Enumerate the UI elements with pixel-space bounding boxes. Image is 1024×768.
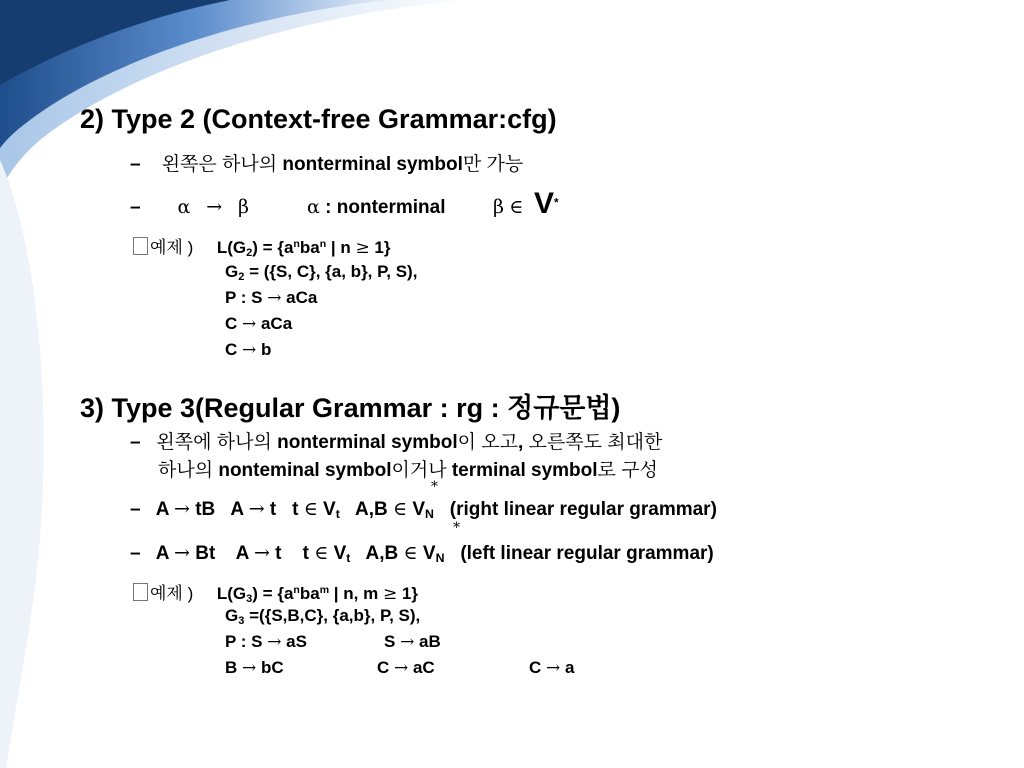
arrow-symbol: → <box>206 196 223 218</box>
production-1 <box>225 288 317 308</box>
prod-text: B <box>225 658 242 677</box>
arrow-symbol: → <box>253 542 270 564</box>
korean-text: 왼쪽에 하나의 <box>156 432 278 453</box>
production-4 <box>377 658 435 678</box>
arrow-symbol: → <box>394 658 409 678</box>
right-linear-rule <box>130 498 717 521</box>
section-3-heading: 3) Type 3(Regular Grammar : rg : 정규문법) <box>80 393 621 423</box>
section-3-bullet-1-cont <box>158 455 658 482</box>
rule-text: A,B <box>339 499 393 520</box>
rule-text: V <box>317 499 336 520</box>
beta-symbol: β <box>237 196 249 218</box>
korean-text: 이거나 <box>391 460 452 481</box>
superscript: m <box>319 584 330 597</box>
rule-text: (left linear regular grammar) <box>444 543 714 564</box>
alpha-symbol: α <box>177 196 191 218</box>
subscript: 2 <box>238 270 245 283</box>
production-5 <box>529 658 574 678</box>
arrow-symbol: → <box>174 542 190 564</box>
korean-text: 하나의 <box>158 460 219 481</box>
missing-glyph-box-icon <box>133 237 148 255</box>
kleene-star: * <box>553 196 559 210</box>
star-mark: * <box>453 520 460 536</box>
production-2 <box>384 632 441 652</box>
subscript: t <box>346 551 351 566</box>
section-2-heading: 2) Type 2 (Context-free Grammar:cfg) <box>80 104 557 134</box>
lang-text: L(G <box>216 584 247 603</box>
korean-text: 만 가능 <box>462 154 524 175</box>
lang-text: | n <box>326 238 356 257</box>
production-1 <box>225 632 307 652</box>
prod-text: C <box>225 314 242 333</box>
star-mark: * <box>431 479 438 495</box>
element-of-symbol: ∈ <box>403 542 418 564</box>
dash: – <box>130 154 141 175</box>
alpha-symbol: α <box>307 196 320 218</box>
grammar-text: G <box>225 262 239 281</box>
prod-text: C <box>225 340 242 359</box>
grammar-def-g2 <box>225 262 417 283</box>
rule-text: t t <box>264 499 304 520</box>
element-of-symbol: ∈ <box>303 498 318 520</box>
english-text: nonterminal symbol <box>277 432 458 453</box>
section-3-example-line <box>133 579 418 605</box>
prod-text: P : S <box>225 288 268 307</box>
section-2-bullet-2 <box>130 187 559 221</box>
lang-text: 1} <box>397 584 418 603</box>
production-2 <box>225 314 292 334</box>
rule-text: V <box>328 543 347 564</box>
arrow-symbol: → <box>174 498 190 520</box>
english-text: nonteminal symbol <box>218 460 392 481</box>
production-3 <box>225 340 271 360</box>
language-def <box>217 584 418 603</box>
superscript: n <box>293 584 300 597</box>
arrow-symbol: → <box>242 314 257 334</box>
lang-text: ba <box>299 238 320 257</box>
grammar-text: = ({S, C}, {a, b}, P, S), <box>244 262 418 281</box>
beta-symbol: β <box>493 196 505 218</box>
section-2-example-line <box>133 233 390 259</box>
dash: – <box>130 499 141 520</box>
korean-text: 왼쪽은 하나의 <box>161 154 283 175</box>
rule-text: V <box>407 499 426 520</box>
lang-text: 1} <box>369 238 391 257</box>
comma: , <box>517 432 529 453</box>
prod-text: bC <box>256 658 284 677</box>
subscript: N <box>435 551 445 566</box>
rule-text: tB A <box>189 499 249 520</box>
grammar-text: G <box>225 606 239 625</box>
element-of-symbol: ∈ <box>509 196 524 218</box>
lang-text: ba <box>299 584 320 603</box>
prod-text: S <box>384 632 401 651</box>
prod-text: aS <box>281 632 307 651</box>
lang-text: L(G <box>216 238 247 257</box>
ge-symbol: ≥ <box>355 238 370 258</box>
arrow-symbol: → <box>400 632 415 652</box>
grammar-text: =({S,B,C}, {a,b}, P, S), <box>244 606 421 625</box>
prod-text: a <box>560 658 575 677</box>
example-label: 예제 ) <box>150 238 194 257</box>
subscript: t <box>335 507 340 522</box>
subscript: 3 <box>246 592 253 605</box>
dash: – <box>130 543 141 564</box>
rule-text: A <box>155 499 175 520</box>
rule-text: t t <box>269 543 315 564</box>
language-def <box>217 238 391 257</box>
arrow-symbol: → <box>267 288 282 308</box>
element-of-symbol: ∈ <box>392 498 408 520</box>
left-linear-rule <box>130 542 714 565</box>
subscript: N <box>425 507 434 522</box>
rule-text: A,B <box>350 543 404 564</box>
grammar-def-g3 <box>225 606 420 627</box>
english-text: nonterminal symbol <box>282 154 463 175</box>
lang-text: ) = {a <box>252 238 294 257</box>
nonterminal-label: : nonterminal <box>319 197 446 218</box>
prod-text: aB <box>414 632 441 651</box>
rule-text: A <box>155 543 175 564</box>
arrow-symbol: → <box>546 658 561 678</box>
korean-text: 로 구성 <box>597 460 658 481</box>
prod-text: aC <box>408 658 435 677</box>
prod-text: aCa <box>281 288 318 307</box>
english-text: terminal symbol <box>451 460 598 481</box>
rule-text: V <box>417 543 436 564</box>
korean-text: 이 오고 <box>457 432 518 453</box>
arrow-symbol: → <box>267 632 282 652</box>
prod-text: b <box>256 340 272 359</box>
element-of-symbol: ∈ <box>314 542 329 564</box>
subscript: 2 <box>246 246 253 259</box>
rule-text: Bt A <box>189 543 254 564</box>
section-2-bullet-1 <box>130 149 523 176</box>
lang-text: | n, m <box>329 584 383 603</box>
superscript: n <box>293 238 300 251</box>
prod-text: C <box>377 658 394 677</box>
arrow-symbol: → <box>242 340 257 360</box>
prod-text: P : S <box>225 632 268 651</box>
example-label: 예제 ) <box>150 584 194 603</box>
dash: – <box>130 432 141 453</box>
production-3 <box>225 658 284 678</box>
korean-text: 오른쪽도 최대한 <box>528 432 663 453</box>
arrow-symbol: → <box>242 658 257 678</box>
subscript: 3 <box>238 614 245 627</box>
arrow-symbol: → <box>248 498 265 520</box>
prod-text: C <box>529 658 546 677</box>
lang-text: ) = {a <box>252 584 294 603</box>
section-3-bullet-1 <box>130 427 662 454</box>
dash: – <box>130 197 141 218</box>
prod-text: aCa <box>256 314 293 333</box>
missing-glyph-box-icon <box>133 583 148 601</box>
superscript: n <box>319 238 327 251</box>
rule-text: (right linear regular grammar) <box>433 499 717 520</box>
ge-symbol: ≥ <box>382 584 398 604</box>
v-symbol: V <box>533 187 554 220</box>
